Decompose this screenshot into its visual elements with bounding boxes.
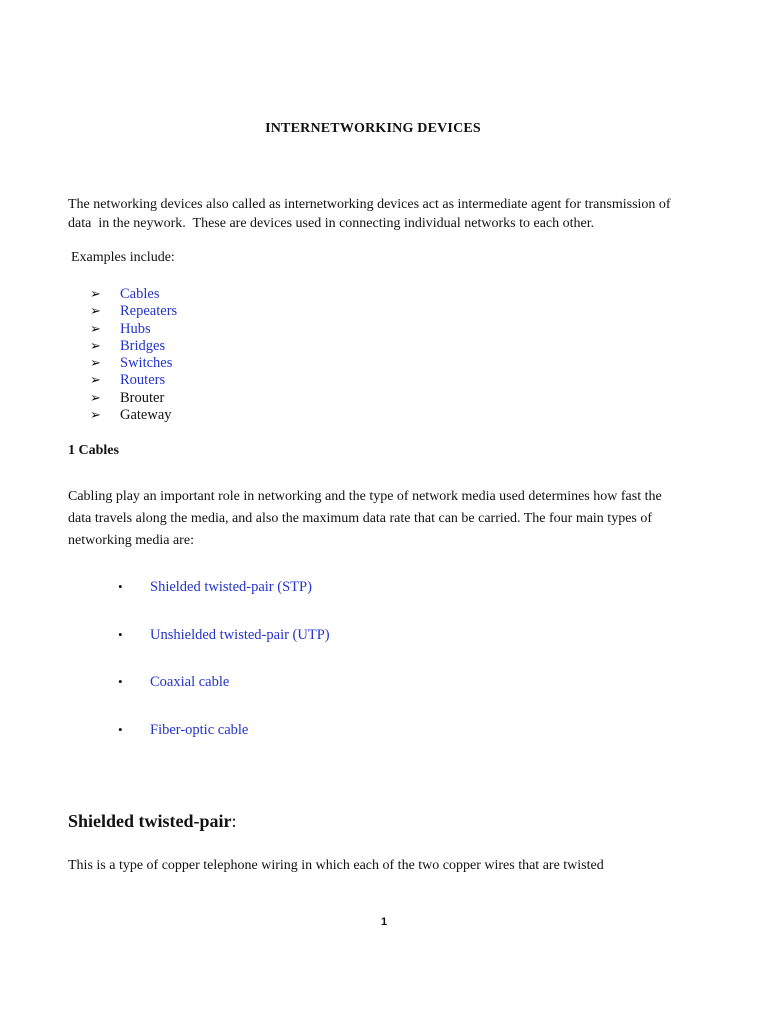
list-item-repeaters xyxy=(90,303,177,320)
arrow-bullet-icon: ➢ xyxy=(90,304,101,320)
arrow-bullet-icon: ➢ xyxy=(90,356,101,372)
examples-label: Examples include: xyxy=(71,250,175,265)
page-title: INTERNETWORKING DEVICES xyxy=(265,121,481,136)
arrow-bullet-icon: ➢ xyxy=(90,338,101,354)
arrow-bullet-icon: ➢ xyxy=(90,287,101,302)
cabling-line-2: data travels along the media, and also the maximum data rate that can be carried. The four main types of xyxy=(68,511,653,526)
bullet-icon: • xyxy=(118,721,123,737)
list-item-gateway xyxy=(90,407,177,424)
cabling-line-3: networking media are: xyxy=(68,533,194,548)
switches-link[interactable]: Switches xyxy=(120,355,173,372)
stp-heading-colon: : xyxy=(231,811,237,831)
list-item-fiber xyxy=(118,721,330,769)
stp-link[interactable]: Shielded twisted-pair (STP) xyxy=(150,579,312,595)
brouter-text: Brouter xyxy=(120,389,165,406)
media-type-list xyxy=(118,578,330,768)
stp-heading xyxy=(68,811,237,832)
list-item-switches xyxy=(90,355,177,372)
routers-link[interactable]: Routers xyxy=(120,372,166,389)
arrow-bullet-icon: ➢ xyxy=(90,408,101,424)
bullet-icon: • xyxy=(118,579,123,594)
stp-paragraph: This is a type of copper telephone wiring in which each of the two copper wires that are twisted xyxy=(68,858,604,873)
cables-link[interactable]: Cables xyxy=(120,286,160,302)
list-item-hubs xyxy=(90,321,177,338)
stp-heading-text: Shielded twisted-pair xyxy=(68,811,232,831)
bridges-link[interactable]: Bridges xyxy=(120,337,166,354)
hubs-link[interactable]: Hubs xyxy=(120,320,151,337)
coaxial-cable-link[interactable]: Coaxial cable xyxy=(150,674,230,690)
list-item-brouter xyxy=(90,390,177,407)
fiber-optic-cable-link[interactable]: Fiber-optic cable xyxy=(150,721,249,738)
page-number: 1 xyxy=(380,916,388,928)
list-item-stp xyxy=(118,578,330,626)
list-item-routers xyxy=(90,372,177,389)
gateway-text: Gateway xyxy=(120,407,172,424)
arrow-bullet-icon: ➢ xyxy=(90,321,101,337)
intro-line-1: The networking devices also called as internetworking devices act as intermediate agent for transmission of xyxy=(68,197,671,212)
arrow-bullet-icon: ➢ xyxy=(90,390,101,406)
cabling-paragraph xyxy=(68,486,683,552)
list-item-bridges xyxy=(90,338,177,355)
repeaters-link[interactable]: Repeaters xyxy=(120,303,178,320)
bullet-icon: • xyxy=(118,674,123,689)
list-item-utp xyxy=(118,626,330,674)
utp-link[interactable]: Unshielded twisted-pair (UTP) xyxy=(150,626,330,643)
list-item-cables xyxy=(90,286,177,303)
section-heading-cables: 1 Cables xyxy=(68,443,119,458)
device-list xyxy=(90,286,177,424)
intro-paragraph xyxy=(68,195,678,233)
bullet-icon: • xyxy=(118,626,123,642)
cabling-line-1: Cabling play an important role in networking and the type of network media used determines how fast the xyxy=(68,489,662,504)
arrow-bullet-icon: ➢ xyxy=(90,373,101,389)
list-item-coaxial xyxy=(118,673,330,721)
intro-line-2: data in the neywork. These are devices used in connecting individual networks to each other. xyxy=(68,216,595,231)
